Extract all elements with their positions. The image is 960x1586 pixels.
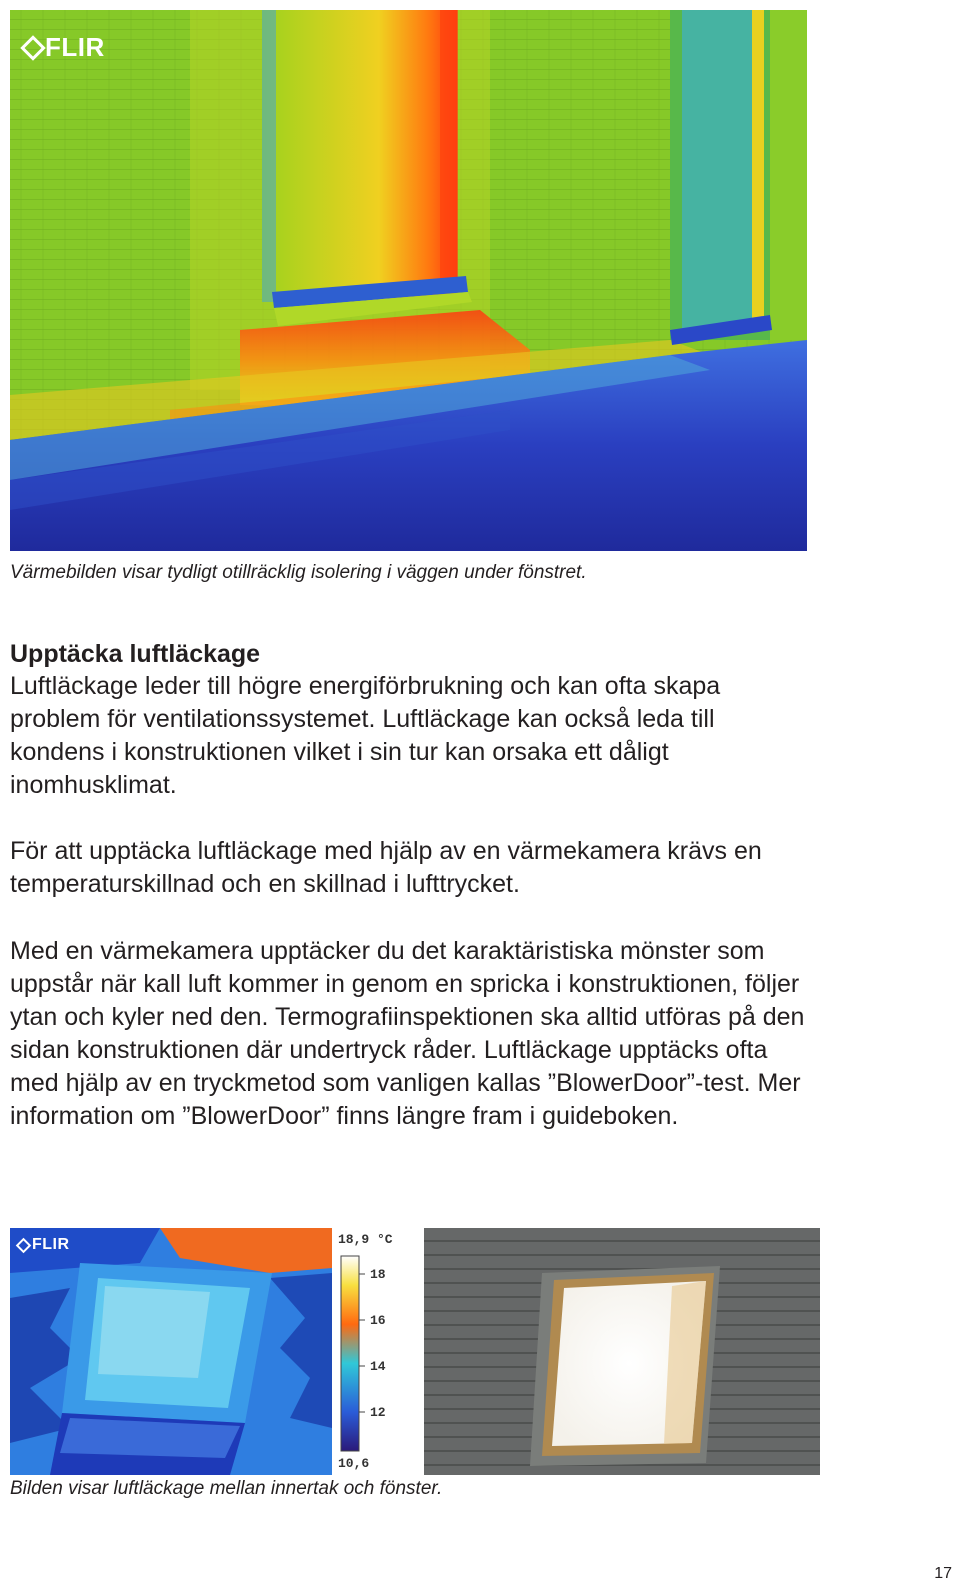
scale-tick-14: 14	[370, 1359, 386, 1374]
paragraph-2: För att upptäcka luftläckage med hjälp av en värmekamera krävs en temperaturskillnad och en skillnad i lufttrycket.	[10, 837, 762, 898]
caption-top: Värmebilden visar tydligt otillräcklig isolering i väggen under fönstret.	[10, 562, 587, 583]
flir-diamond-icon	[16, 1237, 32, 1253]
scale-tick-16: 16	[370, 1313, 386, 1328]
scale-max-label: 18,9 °C	[338, 1232, 393, 1247]
scale-tick-18: 18	[370, 1267, 386, 1282]
paragraph-3: Med en värmekamera upptäcker du det karaktäristiska mönster som uppstår när kall luft kommer in genom en spricka i konstruktionen, följer ytan och kyler ned den. Termografiinspektionen ska alltid utföras på den sidan konstruktionen där undertryck råder. Luftläckage upptäcks ofta med hjälp av en tryckmetod som vanligen kallas ”BlowerDoor”-test. Mer information om ”BlowerDoor” finns längre fram i guideboken.	[10, 937, 805, 1130]
thermal-image-window	[10, 1228, 405, 1475]
flir-diamond-icon	[20, 35, 45, 60]
photo-ceiling-window	[424, 1228, 820, 1475]
page-number: 17	[934, 1565, 952, 1582]
caption-bottom: Bilden visar luftläckage mellan innertak och fönster.	[10, 1478, 443, 1499]
section-heading: Upptäcka luftläckage	[10, 640, 261, 668]
scale-tick-12: 12	[370, 1405, 386, 1420]
scale-min-label: 10,6	[338, 1456, 370, 1471]
flir-logo-small: FLIR	[18, 1236, 70, 1254]
flir-logo: FLIR	[24, 32, 105, 63]
paragraph-1: Luftläckage leder till högre energiförbrukning och kan ofta skapa problem för ventilationssystemet. Luftläckage kan också leda till kondens i konstruktionen vilket i sin tur kan orsaka ett dåligt inomhusklimat.	[10, 672, 721, 799]
thermal-image-wall	[10, 10, 807, 551]
